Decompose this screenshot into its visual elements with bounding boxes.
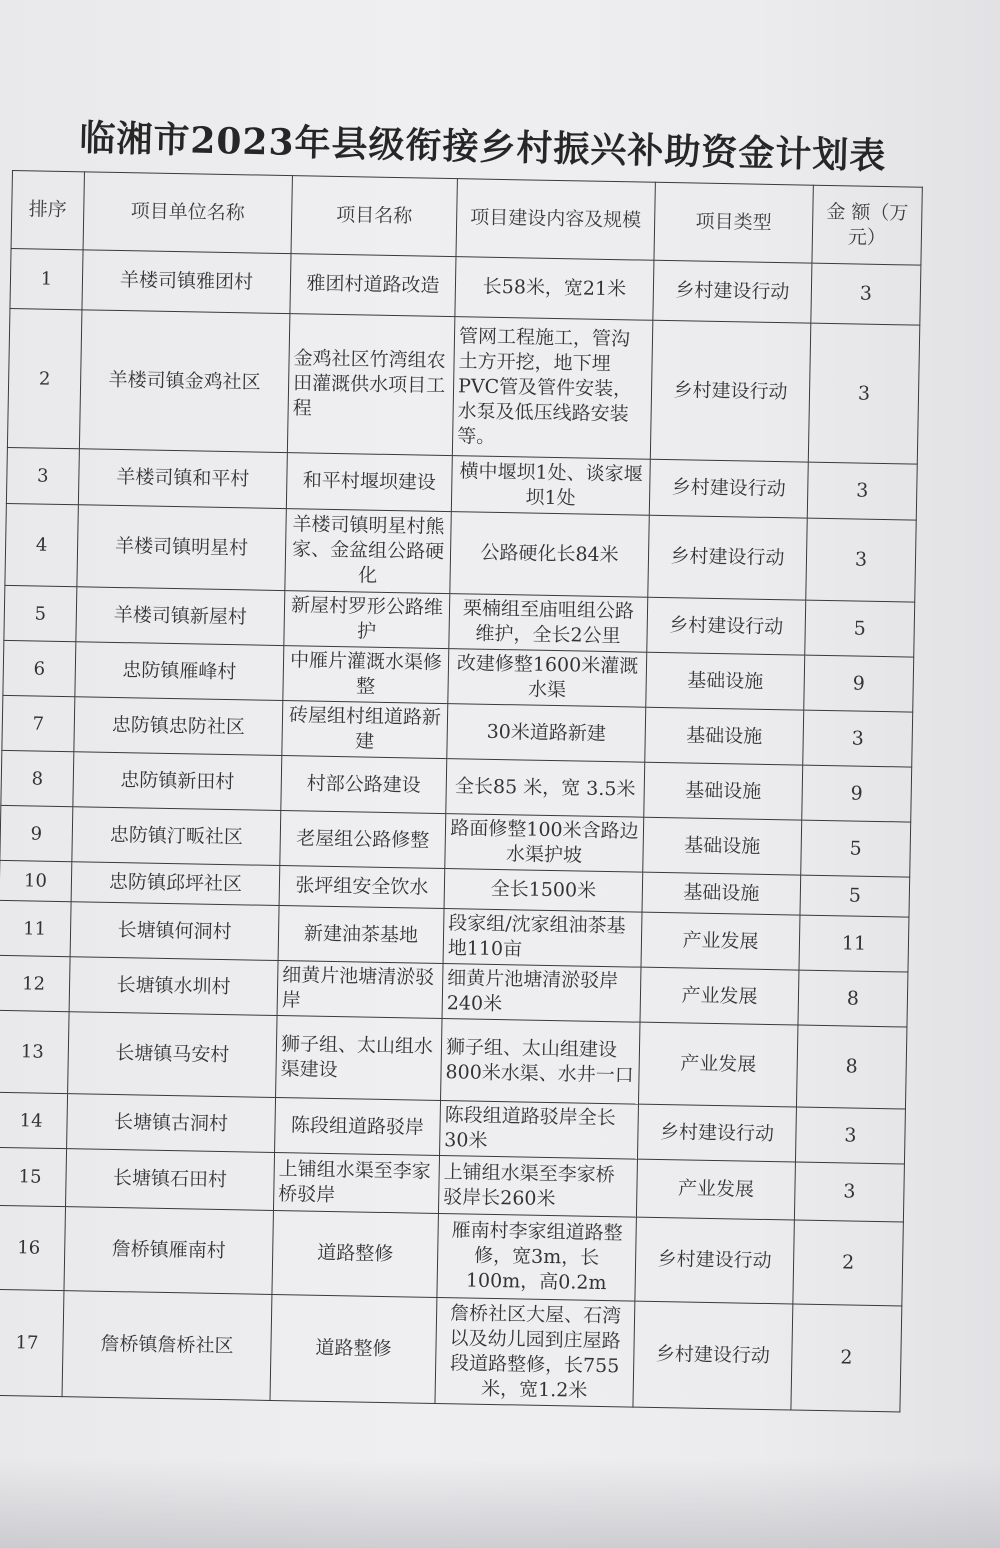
cell-seq: 4 bbox=[5, 503, 78, 586]
cell-unit: 詹桥镇詹桥社区 bbox=[62, 1291, 272, 1401]
cell-amount: 3 bbox=[808, 323, 920, 464]
cell-amount: 5 bbox=[800, 875, 910, 917]
cell-content: 全长1500米 bbox=[444, 869, 643, 913]
cell-type: 乡村建设行动 bbox=[637, 1104, 796, 1162]
cell-content: 改建修整1600米灌溉水渠 bbox=[448, 649, 647, 708]
cell-seq: 9 bbox=[0, 805, 73, 861]
cell-amount: 3 bbox=[811, 263, 921, 325]
cell-unit: 忠防镇邱坪社区 bbox=[71, 862, 280, 906]
cell-unit: 忠防镇新田村 bbox=[73, 752, 282, 811]
cell-seq: 11 bbox=[0, 900, 71, 956]
cell-unit: 长塘镇古洞村 bbox=[67, 1094, 276, 1153]
cell-type: 产业发展 bbox=[636, 1159, 795, 1220]
cell-content: 雁南村李家组道路整修，宽3m，长100m，高0.2m bbox=[437, 1213, 637, 1301]
cell-seq: 13 bbox=[0, 1010, 69, 1093]
cell-type: 基础设施 bbox=[642, 872, 801, 915]
cell-unit: 羊楼司镇新屋村 bbox=[76, 587, 285, 646]
cell-project-name: 道路整修 bbox=[272, 1210, 439, 1297]
cell-unit: 忠防镇汀畈社区 bbox=[72, 807, 281, 866]
cell-seq: 3 bbox=[6, 447, 79, 504]
cell-content: 陈段组道路驳岸全长30米 bbox=[440, 1101, 639, 1160]
plan-table-wrapper bbox=[0, 170, 923, 1412]
cell-amount: 8 bbox=[796, 1025, 906, 1109]
cell-content: 詹桥社区大屋、石湾以及幼儿园到庄屋路段道路整修，长755米，宽1.2米 bbox=[435, 1297, 635, 1407]
cell-unit: 詹桥镇雁南村 bbox=[64, 1207, 274, 1295]
cell-seq: 14 bbox=[0, 1092, 68, 1148]
cell-unit: 羊楼司镇金鸡社区 bbox=[79, 310, 290, 453]
cell-seq: 1 bbox=[10, 248, 83, 309]
page-shadow bbox=[0, 1458, 1000, 1548]
cell-project-name: 砖屋组村组道路新建 bbox=[282, 701, 448, 759]
cell-unit: 忠防镇忠防社区 bbox=[74, 697, 283, 756]
table-row bbox=[0, 1205, 903, 1306]
cell-content: 长58米，宽21米 bbox=[455, 257, 654, 321]
header-project-name: 项目名称 bbox=[291, 176, 457, 257]
cell-type: 乡村建设行动 bbox=[653, 260, 812, 323]
table-row bbox=[0, 1289, 902, 1412]
cell-type: 产业发展 bbox=[640, 967, 799, 1025]
cell-unit: 羊楼司镇雅团村 bbox=[82, 250, 291, 314]
cell-type: 乡村建设行动 bbox=[649, 459, 808, 518]
cell-seq: 2 bbox=[7, 308, 82, 448]
cell-type: 乡村建设行动 bbox=[650, 320, 811, 462]
cell-amount: 9 bbox=[802, 765, 912, 822]
cell-unit: 长塘镇何洞村 bbox=[70, 902, 279, 961]
cell-project-name: 狮子组、太山组水渠建设 bbox=[276, 1015, 442, 1100]
cell-amount: 2 bbox=[793, 1220, 904, 1306]
cell-amount: 8 bbox=[798, 970, 908, 1027]
cell-content: 栗楠组至庙咀组公路维护，全长2公里 bbox=[449, 594, 648, 653]
cell-amount: 2 bbox=[791, 1304, 902, 1412]
cell-content: 上铺组水渠至李家桥驳岸长260米 bbox=[438, 1155, 637, 1217]
cell-type: 乡村建设行动 bbox=[648, 515, 807, 600]
cell-amount: 3 bbox=[794, 1162, 904, 1222]
cell-project-name: 村部公路建设 bbox=[281, 756, 447, 814]
page-title: 临湘市2023年县级衔接乡村振兴补助资金计划表 bbox=[78, 116, 887, 178]
cell-project-name: 新屋村罗形公路维护 bbox=[284, 591, 450, 649]
cell-type: 基础设施 bbox=[644, 762, 803, 820]
cell-amount: 3 bbox=[807, 462, 917, 520]
cell-type: 乡村建设行动 bbox=[647, 597, 806, 655]
cell-amount: 5 bbox=[801, 820, 911, 877]
cell-type: 基础设施 bbox=[645, 707, 804, 765]
cell-seq: 7 bbox=[2, 695, 75, 751]
cell-seq: 8 bbox=[1, 750, 74, 806]
cell-type: 基础设施 bbox=[643, 817, 802, 875]
cell-project-name: 陈段组道路驳岸 bbox=[275, 1097, 441, 1155]
cell-amount: 3 bbox=[803, 710, 913, 767]
cell-type: 产业发展 bbox=[638, 1022, 797, 1107]
funding-plan-table bbox=[0, 170, 923, 1412]
cell-type: 产业发展 bbox=[641, 912, 800, 970]
cell-project-name: 张坪组安全饮水 bbox=[279, 866, 445, 909]
cell-unit: 忠防镇雁峰村 bbox=[75, 642, 284, 701]
cell-unit: 羊楼司镇和平村 bbox=[78, 449, 287, 509]
cell-seq: 6 bbox=[3, 640, 76, 696]
cell-seq: 15 bbox=[0, 1147, 67, 1206]
cell-content: 狮子组、太山组建设800米水渠、水井一口 bbox=[441, 1019, 640, 1105]
cell-content: 路面修整100米含路边水渠护坡 bbox=[445, 814, 644, 873]
cell-amount: 9 bbox=[804, 655, 914, 712]
table-row bbox=[7, 308, 919, 464]
cell-project-name: 羊楼司镇明星村熊家、金盆组公路硬化 bbox=[285, 509, 451, 594]
cell-amount: 11 bbox=[799, 915, 909, 972]
header-unit: 项目单位名称 bbox=[83, 172, 292, 254]
cell-seq: 12 bbox=[0, 955, 70, 1011]
cell-seq: 16 bbox=[0, 1205, 66, 1290]
cell-seq: 10 bbox=[0, 860, 72, 901]
header-content: 项目建设内容及规模 bbox=[456, 179, 655, 261]
cell-unit: 长塘镇石田村 bbox=[66, 1149, 275, 1211]
cell-amount: 3 bbox=[806, 518, 916, 602]
cell-seq: 5 bbox=[4, 585, 77, 641]
cell-amount: 3 bbox=[795, 1107, 905, 1164]
cell-content: 管网工程施工，管沟土方开挖，地下埋PVC管及管件安装，水泵及低压线路安装等。 bbox=[452, 317, 653, 460]
cell-seq: 17 bbox=[0, 1289, 64, 1396]
cell-project-name: 中雁片灌溉水渠修整 bbox=[283, 646, 449, 704]
header-seq: 排序 bbox=[11, 171, 84, 250]
cell-project-name: 细黄片池塘清淤驳岸 bbox=[277, 961, 443, 1019]
cell-amount: 5 bbox=[805, 600, 915, 657]
header-type: 项目类型 bbox=[654, 182, 813, 263]
cell-content: 段家组/沈家组油茶基地110亩 bbox=[443, 909, 642, 968]
cell-project-name: 和平村堰坝建设 bbox=[286, 453, 452, 512]
cell-content: 30米道路新建 bbox=[447, 704, 646, 763]
cell-content: 全长85 米，宽 3.5米 bbox=[446, 759, 645, 818]
header-amount: 金 额（万元） bbox=[812, 185, 922, 265]
cell-unit: 长塘镇马安村 bbox=[68, 1012, 277, 1098]
cell-content: 公路硬化长84米 bbox=[450, 512, 649, 598]
cell-type: 乡村建设行动 bbox=[633, 1301, 793, 1410]
cell-project-name: 新建油茶基地 bbox=[278, 906, 444, 964]
cell-project-name: 老屋组公路修整 bbox=[280, 811, 446, 869]
cell-project-name: 雅团村道路改造 bbox=[290, 254, 456, 317]
cell-content: 细黄片池塘清淤驳岸240米 bbox=[442, 964, 641, 1023]
cell-content: 横中堰坝1处、谈家堰坝1处 bbox=[451, 456, 650, 516]
cell-project-name: 道路整修 bbox=[270, 1294, 437, 1403]
cell-project-name: 金鸡社区竹湾组农田灌溉供水项目工程 bbox=[287, 314, 455, 456]
cell-type: 乡村建设行动 bbox=[635, 1217, 795, 1304]
cell-project-name: 上铺组水渠至李家桥驳岸 bbox=[273, 1152, 439, 1213]
cell-unit: 羊楼司镇明星村 bbox=[77, 505, 286, 591]
cell-unit: 长塘镇水圳村 bbox=[69, 957, 278, 1016]
cell-type: 基础设施 bbox=[646, 652, 805, 710]
